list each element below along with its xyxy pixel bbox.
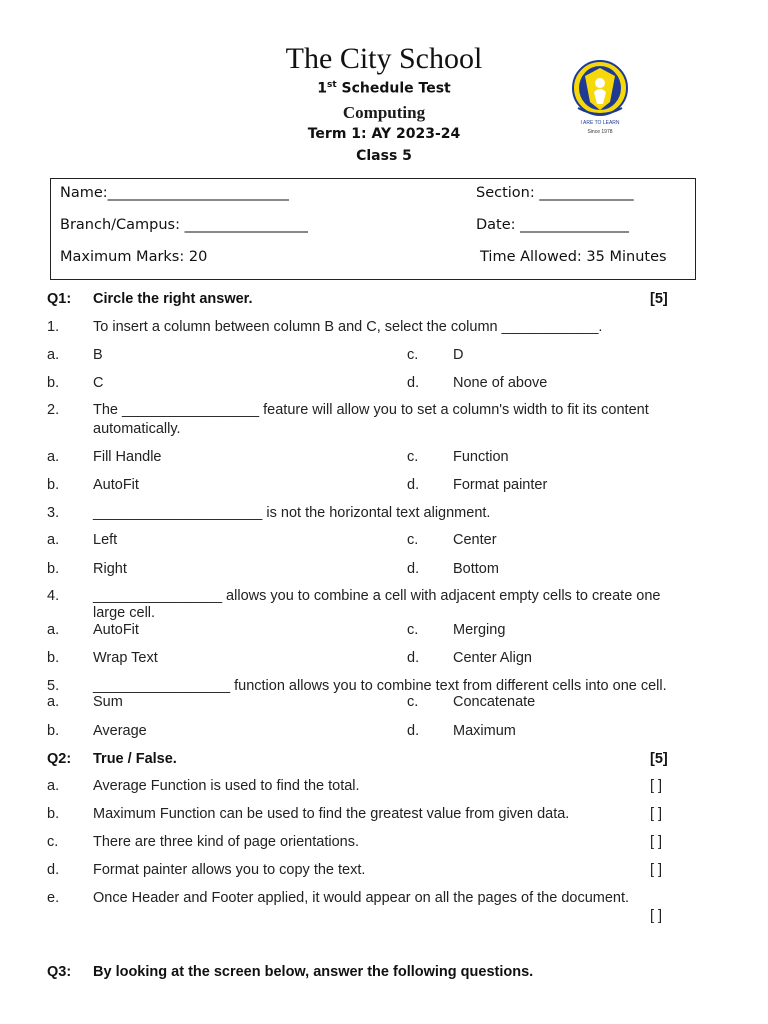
option-letter: d. bbox=[407, 477, 420, 493]
option-text[interactable]: Center bbox=[453, 532, 497, 548]
option-letter: d. bbox=[407, 723, 420, 739]
statement-text: There are three kind of page orientations. bbox=[93, 834, 359, 850]
date-field[interactable]: Date: _______________ bbox=[476, 217, 629, 233]
school-logo bbox=[570, 58, 630, 136]
option-text[interactable]: Left bbox=[93, 532, 118, 548]
option-text[interactable]: Average bbox=[93, 723, 147, 739]
q2-title: True / False. bbox=[93, 751, 177, 767]
option-letter: d. bbox=[407, 650, 420, 666]
option-text[interactable]: AutoFit bbox=[93, 622, 139, 638]
option-letter: b. bbox=[47, 375, 60, 391]
option-text[interactable]: Merging bbox=[453, 622, 506, 638]
option-text[interactable]: Sum bbox=[93, 694, 123, 710]
max-marks: Maximum Marks: 20 bbox=[60, 249, 208, 265]
test-ordinal-suffix: st bbox=[326, 80, 337, 90]
option-text[interactable]: Fill Handle bbox=[93, 449, 162, 465]
option-letter: d. bbox=[407, 561, 420, 577]
q3-title: By looking at the screen below, answer the following questions. bbox=[93, 964, 534, 980]
school-crest-icon bbox=[570, 58, 630, 136]
question-text: ________________ allows you to combine a cell with adjacent empty cells to create one bbox=[93, 588, 661, 604]
q1-marks: [5] bbox=[650, 291, 668, 307]
question-text-cont: large cell. bbox=[93, 605, 156, 621]
option-text[interactable]: Format painter bbox=[453, 477, 548, 493]
statement-letter: b. bbox=[47, 806, 60, 822]
option-letter: b. bbox=[47, 650, 60, 666]
q1-title: Circle the right answer. bbox=[93, 291, 253, 307]
question-text: _________________ function allows you to combine text from different cells into one cell. bbox=[93, 678, 667, 694]
option-text[interactable]: B bbox=[93, 347, 103, 363]
q3-label: Q3: bbox=[47, 964, 72, 980]
school-title: The City School bbox=[285, 42, 483, 75]
option-letter: a. bbox=[47, 622, 60, 638]
answer-bracket[interactable]: [ ] bbox=[650, 778, 663, 794]
answer-bracket[interactable]: [ ] bbox=[650, 908, 663, 924]
option-letter: a. bbox=[47, 449, 60, 465]
question-text: _____________________ is not the horizontal text alignment. bbox=[93, 505, 491, 521]
answer-bracket[interactable]: [ ] bbox=[650, 862, 663, 878]
question-number: 3. bbox=[47, 505, 60, 521]
answer-bracket[interactable]: [ ] bbox=[650, 834, 663, 850]
option-letter: c. bbox=[407, 532, 419, 548]
statement-letter: d. bbox=[47, 862, 60, 878]
question-number: 4. bbox=[47, 588, 60, 604]
option-text[interactable]: Concatenate bbox=[453, 694, 536, 710]
option-letter: c. bbox=[407, 622, 419, 638]
option-letter: b. bbox=[47, 561, 60, 577]
logo-since: Since 1978 bbox=[587, 129, 613, 135]
option-text[interactable]: Wrap Text bbox=[93, 650, 158, 666]
option-text[interactable]: None of above bbox=[453, 375, 548, 391]
option-letter: c. bbox=[407, 347, 419, 363]
answer-bracket[interactable]: [ ] bbox=[650, 806, 663, 822]
statement-letter: a. bbox=[47, 778, 60, 794]
option-text[interactable]: Maximum bbox=[453, 723, 516, 739]
q2-marks: [5] bbox=[650, 751, 668, 767]
q1-label: Q1: bbox=[47, 291, 72, 307]
statement-text: Maximum Function can be used to find the greatest value from given data. bbox=[93, 806, 570, 822]
question-text-cont: automatically. bbox=[93, 421, 181, 437]
option-letter: c. bbox=[407, 694, 419, 710]
name-field[interactable]: Name:_________________________ bbox=[60, 185, 289, 201]
option-letter: b. bbox=[47, 723, 60, 739]
option-letter: c. bbox=[407, 449, 419, 465]
test-name: Schedule Test bbox=[336, 80, 451, 97]
option-text[interactable]: AutoFit bbox=[93, 477, 139, 493]
question-number: 5. bbox=[47, 678, 60, 694]
option-letter: a. bbox=[47, 532, 60, 548]
option-letter: a. bbox=[47, 694, 60, 710]
statement-text: Once Header and Footer applied, it would appear on all the pages of the document. bbox=[93, 890, 630, 906]
question-text: To insert a column between column B and C, select the column ____________. bbox=[93, 319, 603, 335]
branch-field[interactable]: Branch/Campus: _________________ bbox=[60, 217, 308, 233]
logo-motto: I ARE TO LEARN bbox=[580, 120, 620, 126]
option-text[interactable]: Function bbox=[453, 449, 509, 465]
option-text[interactable]: Bottom bbox=[453, 561, 499, 577]
option-text[interactable]: D bbox=[453, 347, 464, 363]
statement-text: Format painter allows you to copy the text. bbox=[93, 862, 366, 878]
term-label: Term 1: AY 2023-24 bbox=[307, 126, 461, 142]
option-letter: a. bbox=[47, 347, 60, 363]
statement-letter: c. bbox=[47, 834, 59, 850]
option-letter: d. bbox=[407, 375, 420, 391]
section-field[interactable]: Section: _____________ bbox=[476, 185, 634, 201]
option-text[interactable]: Center Align bbox=[453, 650, 532, 666]
class-label: Class 5 bbox=[356, 148, 412, 164]
option-letter: b. bbox=[47, 477, 60, 493]
question-text: The _________________ feature will allow you to set a column's width to fit its content bbox=[93, 402, 649, 418]
q2-label: Q2: bbox=[47, 751, 72, 767]
statement-text: Average Function is used to find the total. bbox=[93, 778, 360, 794]
question-number: 2. bbox=[47, 402, 60, 418]
test-ordinal: 1 bbox=[317, 80, 327, 97]
subject-title: Computing bbox=[342, 103, 426, 122]
time-allowed: Time Allowed: 35 Minutes bbox=[480, 249, 667, 265]
question-number: 1. bbox=[47, 319, 60, 335]
option-text[interactable]: C bbox=[93, 375, 104, 391]
statement-letter: e. bbox=[47, 890, 60, 906]
test-title bbox=[0, 80, 768, 97]
option-text[interactable]: Right bbox=[93, 561, 127, 577]
